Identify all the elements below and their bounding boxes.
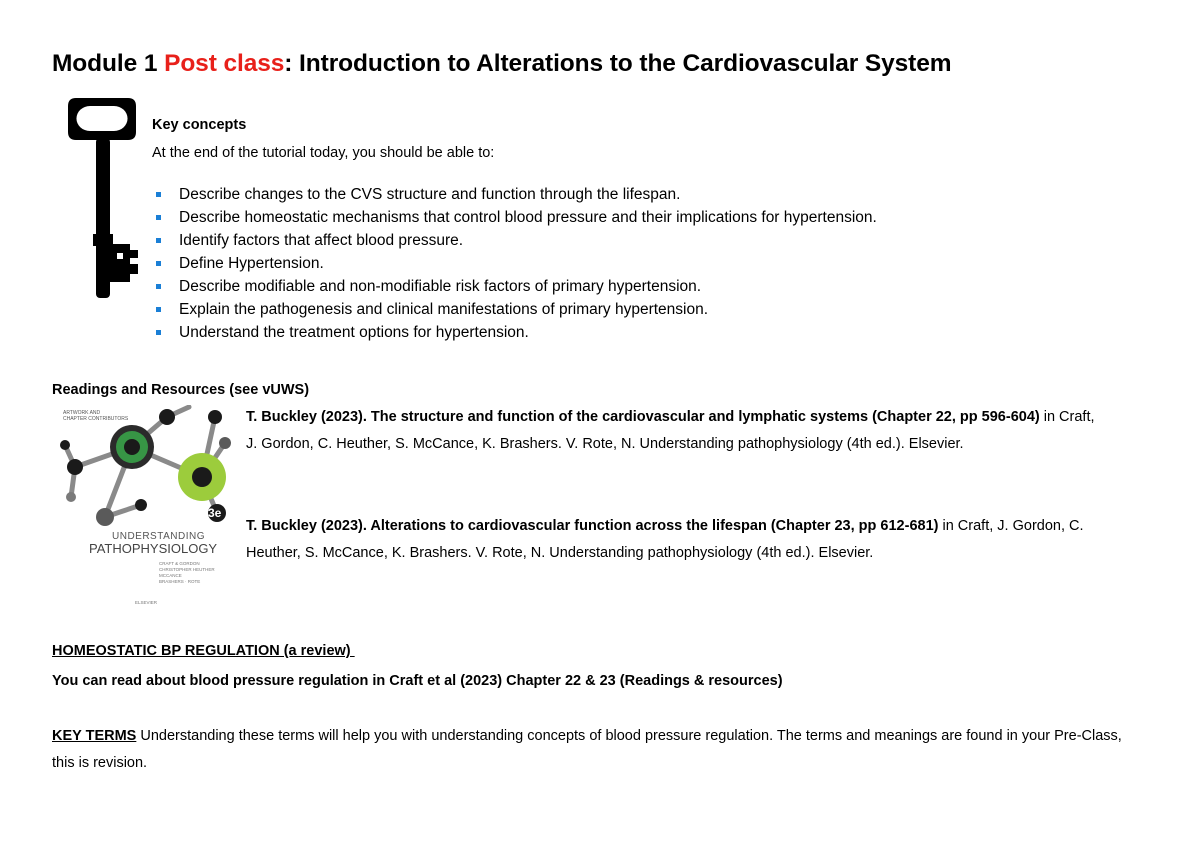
bullet-icon: [156, 238, 161, 243]
title-prefix: Module 1: [52, 50, 165, 77]
reading-item: [246, 513, 1101, 567]
bullet-icon: [156, 261, 161, 266]
objective-text: Describe homeostatic mechanisms that control blood pressure and their implications for hypertension.: [179, 209, 877, 226]
key-terms-paragraph: [52, 723, 1122, 777]
bullet-icon: [156, 307, 161, 312]
objective-text: Understand the treatment options for hypertension.: [179, 324, 529, 341]
cover-publisher: ELSEVIER: [135, 600, 158, 605]
cover-authors-4: BRASHERS · ROTE: [159, 579, 201, 584]
objective-item: [152, 229, 877, 252]
homeostatic-note: You can read about blood pressure regulation in Craft et al (2023) Chapter 22 & 23 (Readings & resources): [52, 673, 783, 689]
page-title: [52, 50, 951, 78]
objective-text: Define Hypertension.: [179, 255, 324, 272]
cover-title-line-2: PATHOPHYSIOLOGY: [89, 541, 218, 556]
homeostatic-heading: HOMEOSTATIC BP REGULATION (a review): [52, 643, 355, 659]
objective-item: [152, 275, 877, 298]
cover-edition: 3e: [208, 506, 222, 520]
bullet-icon: [156, 284, 161, 289]
cover-authors-1: CRAFT & GORDON: [159, 561, 200, 566]
key-icon: [68, 98, 140, 300]
objective-text: Describe modifiable and non-modifiable risk factors of primary hypertension.: [179, 278, 702, 295]
title-suffix: : Introduction to Alterations to the Cardiovascular System: [284, 50, 952, 77]
reading-source: in Craft, J. Gordon, C. Heuther, S. McCance, K. Brashers. V. Rote, N. Understanding pathophysiology (4th ed.). Elsevier.: [246, 409, 1095, 452]
key-terms-text: Understanding these terms will help you with understanding concepts of blood pressure regulation. The terms and meanings are found in your Pre-Class, this is revision.: [52, 728, 1122, 771]
key-concepts-heading: Key concepts: [152, 117, 247, 133]
objective-text: Explain the pathogenesis and clinical manifestations of primary hypertension.: [179, 301, 709, 318]
reading-citation: T. Buckley (2023). Alterations to cardiovascular function across the lifespan (Chapter 23, pp 612-681): [246, 518, 939, 534]
cover-authors-2: CHRISTOPHER HEUTHER: [159, 567, 215, 572]
bullet-icon: [156, 192, 161, 197]
objective-item: [152, 298, 877, 321]
objective-item: [152, 252, 877, 275]
bullet-icon: [156, 215, 161, 220]
objective-item: [152, 321, 877, 344]
cover-title-line-1: UNDERSTANDING: [112, 531, 205, 542]
reading-citation: T. Buckley (2023). The structure and function of the cardiovascular and lymphatic systems (Chapter 22, pp 596-604): [246, 409, 1040, 425]
bullet-icon: [156, 330, 161, 335]
reading-item: [246, 404, 1101, 458]
title-accent: Post class: [164, 50, 285, 77]
cover-top-text-2: CHAPTER CONTRIBUTORS: [63, 416, 129, 422]
objective-text: Describe changes to the CVS structure and function through the lifespan.: [179, 186, 681, 203]
book-cover-image: [57, 405, 233, 608]
objective-item: [152, 183, 877, 206]
cover-authors-3: MCCANCE: [159, 573, 182, 578]
key-concepts-intro: At the end of the tutorial today, you should be able to:: [152, 145, 495, 161]
objectives-list: [152, 183, 877, 344]
cover-top-text-1: ARTWORK AND: [63, 410, 101, 416]
readings-heading: Readings and Resources (see vUWS): [52, 382, 310, 398]
objective-item: [152, 206, 877, 229]
objective-text: Identify factors that affect blood pressure.: [179, 232, 464, 249]
key-terms-label: KEY TERMS: [52, 728, 137, 744]
reading-source: in Craft, J. Gordon, C. Heuther, S. McCance, K. Brashers. V. Rote, N. Understanding pathophysiology (4th ed.). Elsevier.: [246, 518, 1084, 561]
